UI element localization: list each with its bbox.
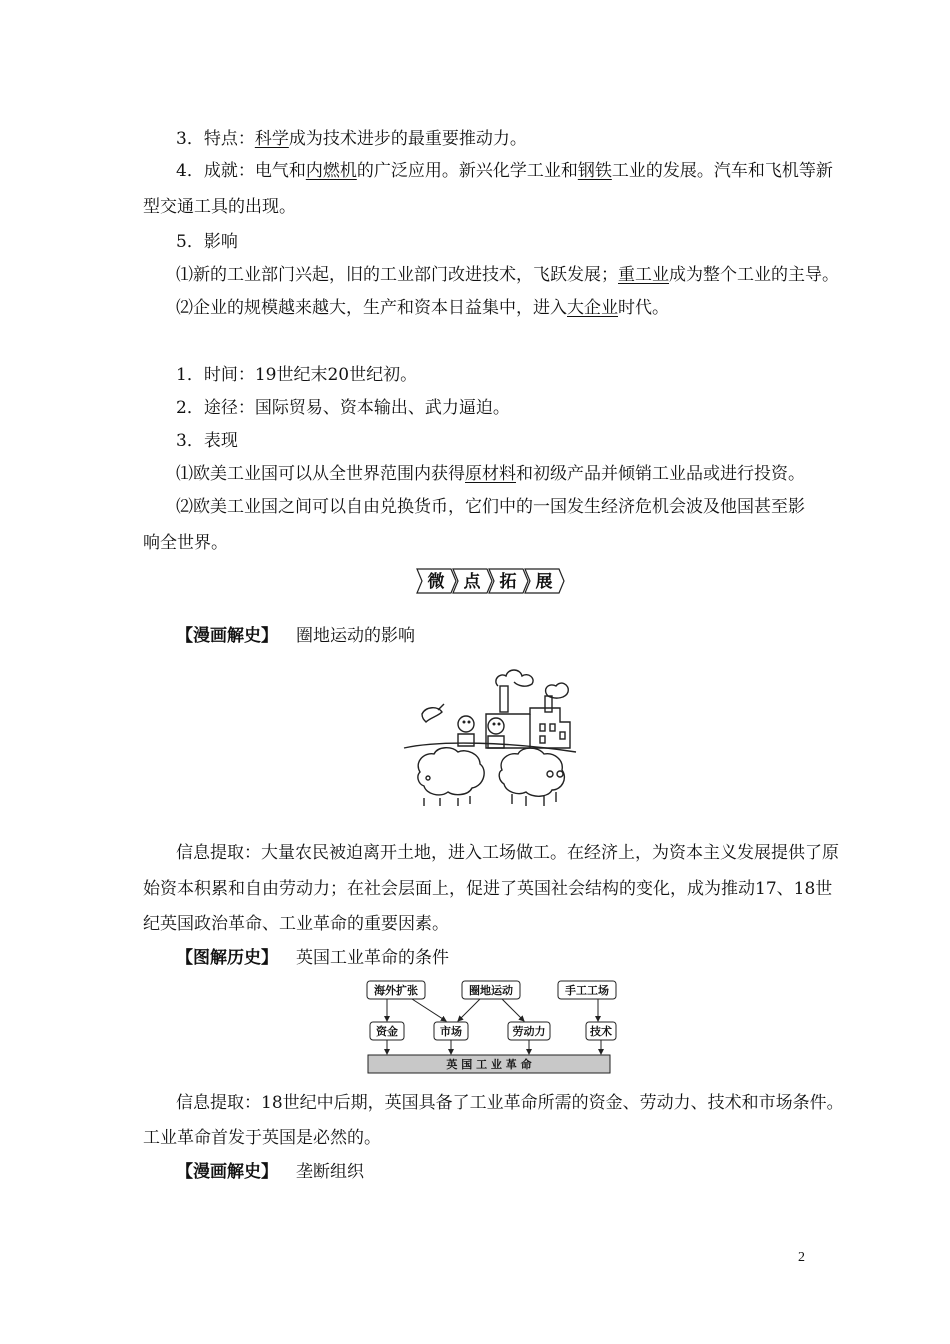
label-capital: 资金 (376, 1025, 398, 1038)
page-number: 2 (798, 1250, 805, 1265)
s2-item-2: 2．途径：国际贸易、资本输出、武力逼迫。 (176, 398, 510, 418)
banner-char: 展 (535, 572, 553, 591)
s2-item-1: 1．时间：19世纪末20世纪初。 (176, 365, 418, 385)
item-3-features: 3．特点：科学成为技术进步的最重要推动力。 (176, 129, 527, 149)
comic-tag: 【漫画解史】 (176, 626, 278, 645)
label-market: 市场 (440, 1025, 462, 1038)
s2-point-2: ⑵欧美工业国之间可以自由兑换货币，它们中的一国发生经济危机会波及他国甚至影 (176, 497, 805, 517)
info-extract-1-line3: 纪英国政治革命、工业革命的重要因素。 (143, 914, 449, 934)
enclosure-movement-comic (400, 652, 580, 812)
comic-tag: 【漫画解史】 (176, 1162, 278, 1181)
industrial-revolution-conditions-diagram (362, 977, 617, 1075)
label-overseas-expansion: 海外扩张 (374, 984, 418, 997)
diagram-title: 英国工业革命的条件 (296, 948, 449, 968)
label-technology: 技术 (590, 1025, 612, 1038)
banner-char: 点 (463, 572, 481, 591)
keyword-steel: 钢铁 (577, 161, 612, 181)
s2-item-3: 3．表现 (176, 431, 238, 451)
item-5-title: 5．影响 (176, 232, 238, 252)
item-4-achievements: 4．成就：电气和内燃机的广泛应用。新兴化学工业和钢铁工业的发展。汽车和飞机等新 (176, 161, 833, 181)
info-extract-2-line1: 信息提取：18世纪中后期，英国具备了工业革命所需的资金、劳动力、技术和市场条件。 (176, 1093, 844, 1113)
keyword-heavy-industry: 重工业 (618, 265, 669, 285)
label-enclosure-movement: 圈地运动 (469, 984, 513, 997)
info-extract-1-line2: 始资本积累和自由劳动力；在社会层面上，促进了英国社会结构的变化，成为推动17、18世 (143, 879, 833, 899)
keyword-science: 科学 (254, 129, 289, 149)
comic-title: 垄断组织 (296, 1162, 364, 1182)
keyword-big-enterprise: 大企业 (567, 298, 618, 318)
keyword-raw-materials: 原材料 (465, 464, 516, 484)
diagram-tag: 【图解历史】 (176, 948, 278, 967)
s2-point-1: ⑴欧美工业国可以从全世界范围内获得原材料和初级产品并倾销工业品或进行投资。 (176, 464, 805, 484)
comic-heading-1 (176, 625, 415, 647)
item-4-continued: 型交通工具的出现。 (143, 197, 296, 217)
info-extract-1-line1: 信息提取：大量农民被迫离开土地，进入工场做工。在经济上，为资本主义发展提供了原 (176, 843, 839, 863)
label-workshops: 手工工场 (565, 984, 609, 997)
item-5-point-1: ⑴新的工业部门兴起，旧的工业部门改进技术，飞跃发展；重工业成为整个工业的主导。 (176, 265, 839, 285)
label-labor: 劳动力 (512, 1025, 546, 1038)
keyword-engine: 内燃机 (305, 161, 357, 181)
banner-char: 拓 (499, 572, 517, 591)
diagram-heading (176, 947, 449, 969)
comic-title: 圈地运动的影响 (296, 626, 415, 646)
label-industrial-revolution: 英 国 工 业 革 命 (446, 1058, 532, 1071)
item-5-point-2: ⑵企业的规模越来越大，生产和资本日益集中，进入大企业时代。 (176, 298, 669, 318)
info-extract-2-line2: 工业革命首发于英国是必然的。 (143, 1128, 381, 1148)
s2-point-2-continued: 响全世界。 (143, 533, 228, 553)
banner-char: 微 (427, 572, 445, 591)
micro-point-banner (415, 566, 565, 596)
comic-heading-2 (176, 1161, 364, 1183)
